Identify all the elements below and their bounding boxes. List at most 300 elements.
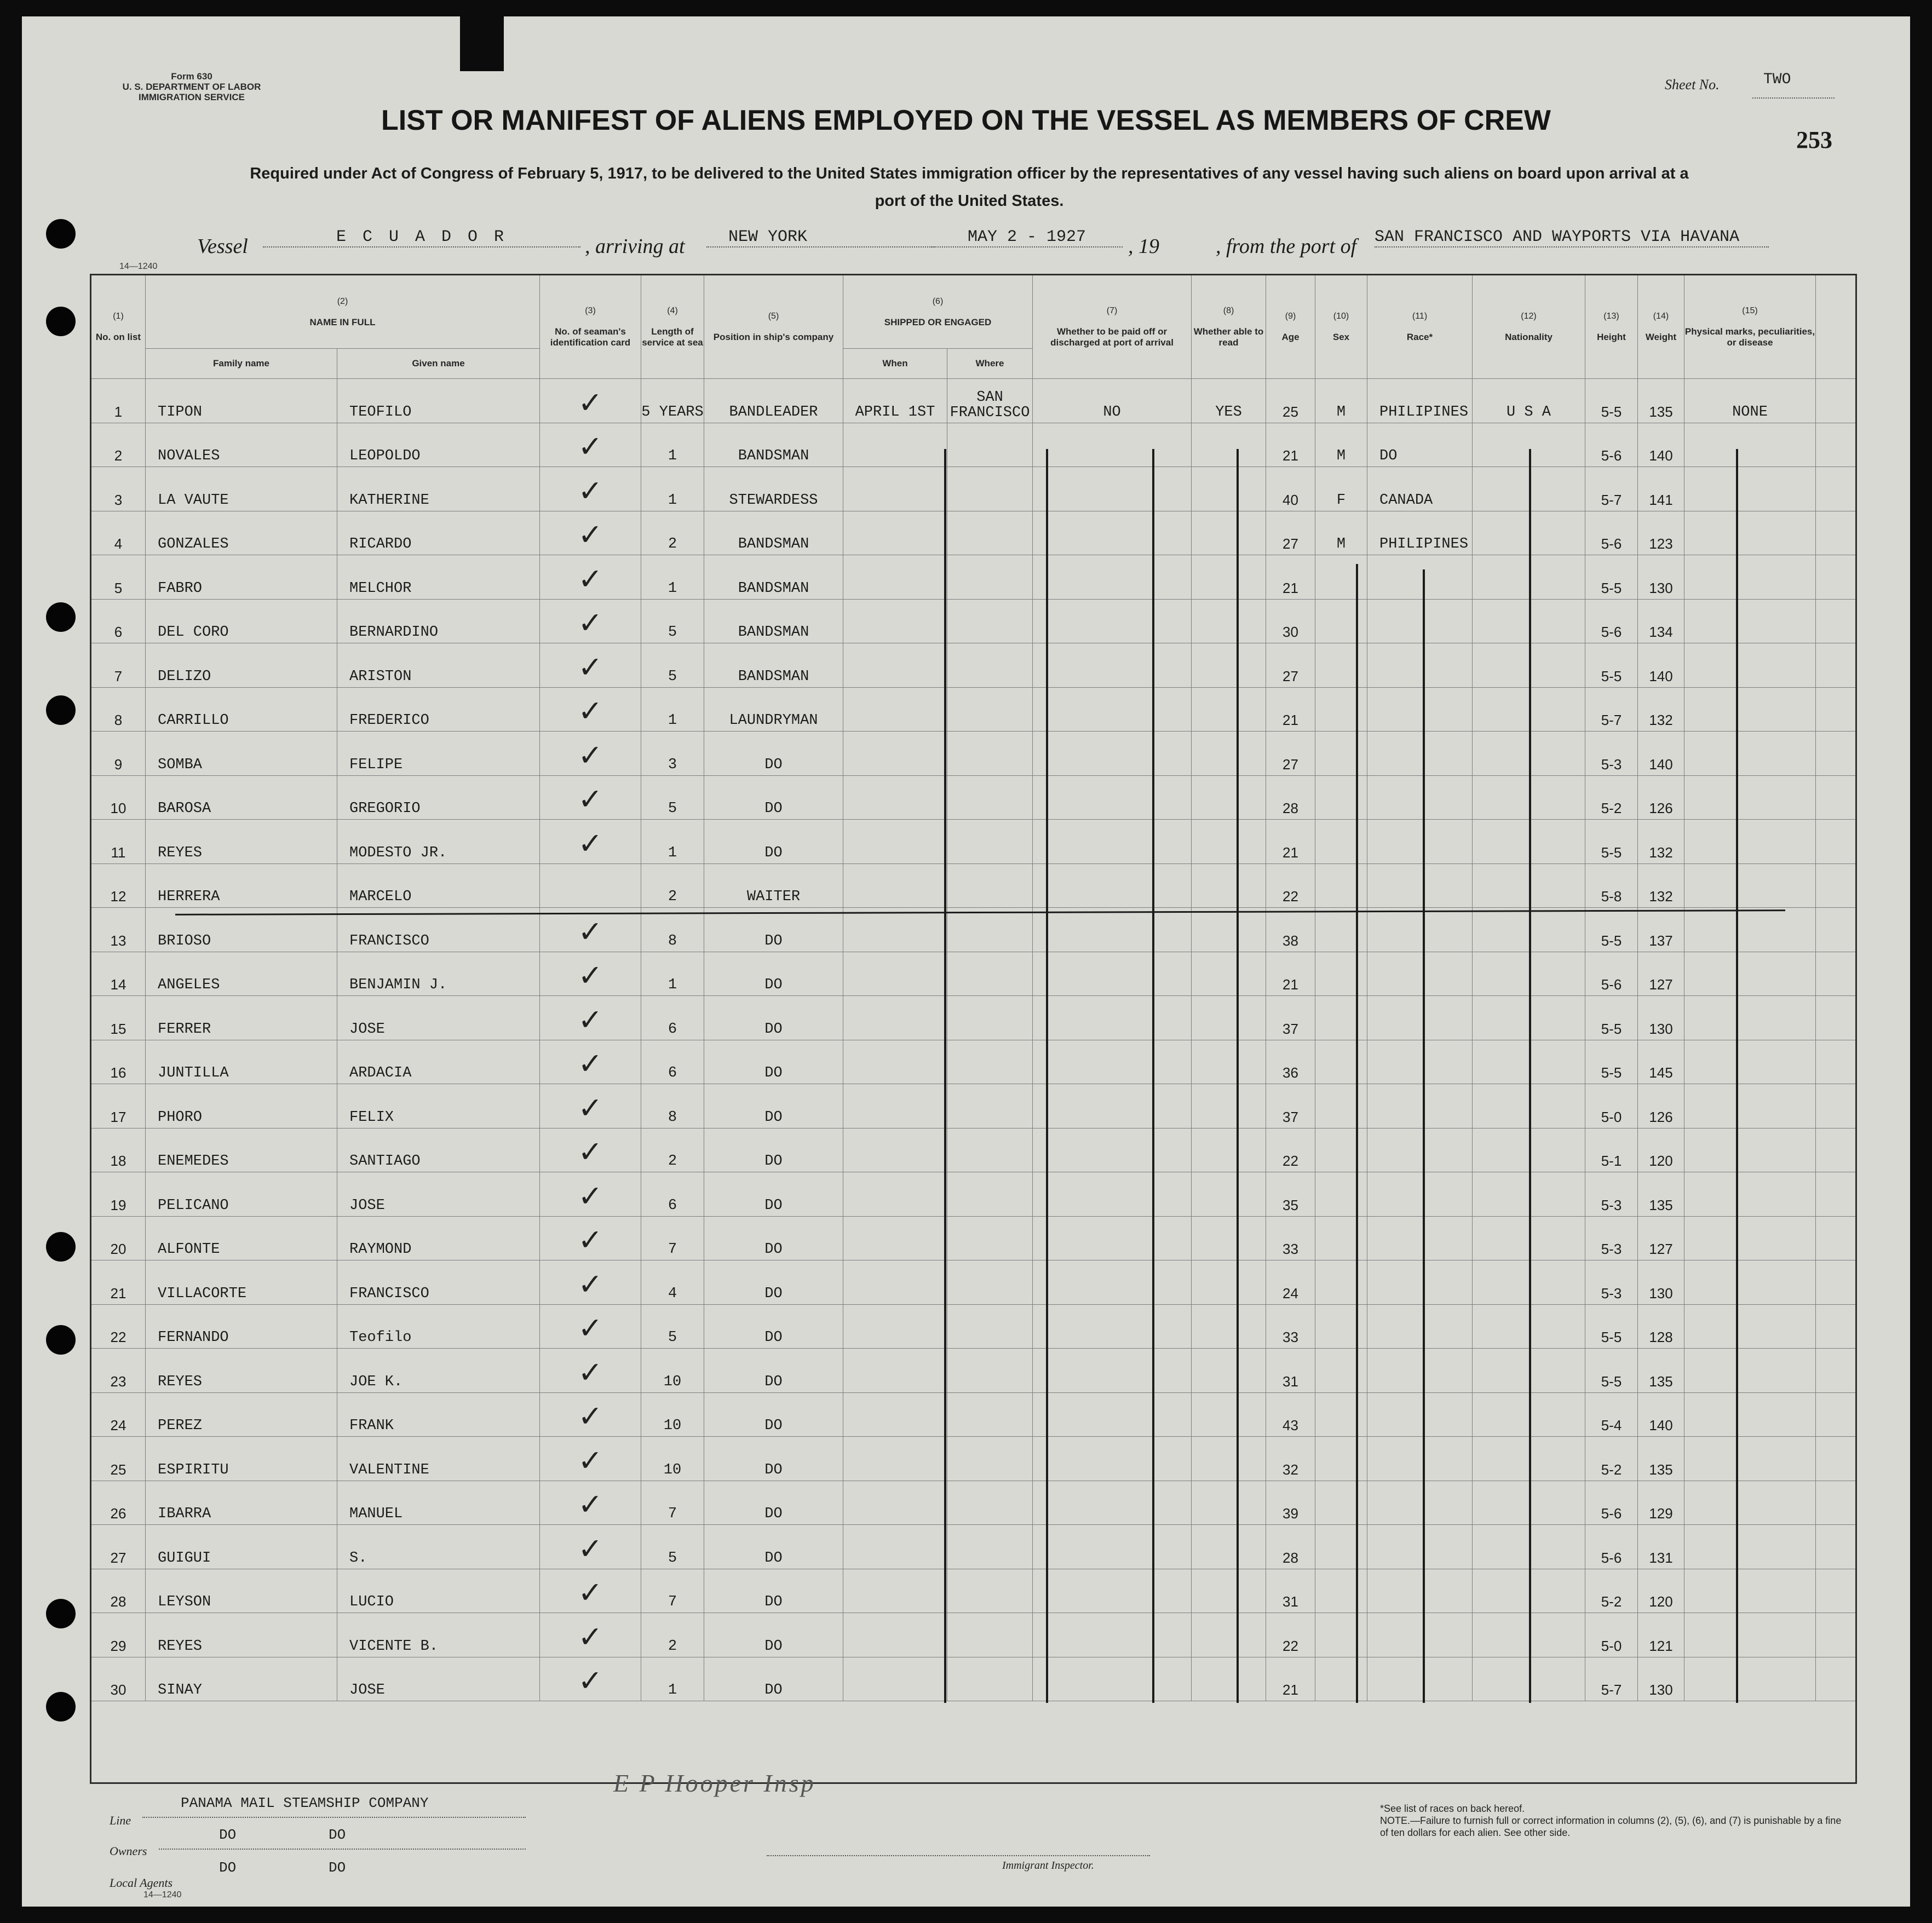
age <box>1266 643 1315 688</box>
sex <box>1315 1657 1367 1701</box>
length-of-service-value: 7 <box>668 1506 677 1522</box>
check-mark-icon: ✓ <box>578 473 603 508</box>
length-of-service <box>641 1128 704 1172</box>
weight-value: 121 <box>1649 1637 1673 1654</box>
given-name <box>337 863 540 908</box>
physical-marks <box>1684 379 1816 423</box>
able-to-read <box>1192 1569 1266 1613</box>
weight <box>1638 511 1684 555</box>
row-number <box>91 996 146 1040</box>
length-of-service-value: 7 <box>668 1594 677 1610</box>
race <box>1367 1569 1473 1613</box>
row-number <box>91 687 146 732</box>
sex <box>1315 1260 1367 1305</box>
family-name-value: GONZALES <box>158 536 229 552</box>
sex <box>1315 379 1367 423</box>
row-number-value: 15 <box>110 1020 127 1037</box>
row-number <box>91 1349 146 1393</box>
position <box>704 1349 843 1393</box>
sex <box>1315 467 1367 511</box>
family-name-value: REYES <box>158 1638 203 1655</box>
header-nationality: (12) Nationality <box>1473 275 1585 379</box>
row-number-value: 14 <box>110 976 127 993</box>
shipped-when <box>843 863 947 908</box>
physical-marks <box>1684 1392 1816 1437</box>
length-of-service <box>641 1392 704 1437</box>
height-value: 5-7 <box>1601 491 1622 508</box>
family-name <box>146 643 337 688</box>
weight-value: 127 <box>1649 1241 1673 1257</box>
family-name-value: LA VAUTE <box>158 492 229 509</box>
weight-value: 126 <box>1649 800 1673 816</box>
position <box>704 1437 843 1481</box>
able-to-read <box>1192 820 1266 864</box>
race <box>1367 1216 1473 1260</box>
from-port-label: , from the port of <box>1216 235 1357 258</box>
shipped-when <box>843 820 947 864</box>
blank-cell <box>1816 1349 1856 1393</box>
position-value: BANDSMAN <box>738 536 809 552</box>
paper-tab-cutout <box>460 16 504 71</box>
age-value: 33 <box>1283 1329 1298 1345</box>
length-of-service-value: 2 <box>668 1153 677 1170</box>
age <box>1266 1392 1315 1437</box>
weight-value: 145 <box>1649 1064 1673 1081</box>
age-value: 43 <box>1283 1417 1298 1433</box>
family-name-value: PHORO <box>158 1109 203 1126</box>
position-value: DO <box>764 1197 783 1214</box>
given-name-value: FREDERICO <box>349 712 429 729</box>
length-of-service <box>641 1260 704 1305</box>
height-value: 5-4 <box>1601 1417 1622 1433</box>
position <box>704 1613 843 1657</box>
shipped-where <box>947 1040 1033 1084</box>
family-name-value: SINAY <box>158 1682 203 1699</box>
row-number <box>91 1392 146 1437</box>
given-name-value: FRANK <box>349 1418 394 1434</box>
length-of-service-value: 6 <box>668 1021 677 1038</box>
row-number-value: 11 <box>111 844 126 861</box>
row-number <box>91 1569 146 1613</box>
age-value: 22 <box>1283 1153 1298 1169</box>
row-number <box>91 379 146 423</box>
row-number <box>91 467 146 511</box>
given-name-value: JOSE <box>349 1021 385 1038</box>
given-name <box>337 423 540 467</box>
header-sex: (10) Sex <box>1315 275 1367 379</box>
paid-off <box>1033 952 1192 996</box>
race <box>1367 1657 1473 1701</box>
given-name <box>337 820 540 864</box>
family-name-value: ESPIRITU <box>158 1461 229 1478</box>
paid-off <box>1033 1128 1192 1172</box>
race-value: CANADA <box>1379 492 1433 509</box>
sex <box>1315 863 1367 908</box>
position <box>704 820 843 864</box>
length-of-service-value: 1 <box>668 712 677 729</box>
family-name <box>146 775 337 820</box>
given-name-value: GREGORIO <box>349 801 421 817</box>
check-mark-icon: ✓ <box>578 1619 603 1654</box>
shipped-when <box>843 732 947 776</box>
race <box>1367 511 1473 555</box>
length-of-service <box>641 820 704 864</box>
paid-off-value: NO <box>1103 404 1121 421</box>
race <box>1367 863 1473 908</box>
length-of-service <box>641 1172 704 1217</box>
age <box>1266 1569 1315 1613</box>
length-of-service <box>641 996 704 1040</box>
position-value: DO <box>764 1285 783 1302</box>
blank-cell <box>1816 1216 1856 1260</box>
blank-cell <box>1816 1569 1856 1613</box>
family-name <box>146 863 337 908</box>
sex <box>1315 952 1367 996</box>
header-paid-off: (7) Whether to be paid off or discharged at port of arrival <box>1033 275 1192 379</box>
position-value: DO <box>764 1373 783 1390</box>
row-number <box>91 732 146 776</box>
check-mark-icon: ✓ <box>578 1135 603 1169</box>
shipped-where <box>947 555 1033 600</box>
able-to-read <box>1192 599 1266 643</box>
footer-line-label: Line <box>110 1813 131 1827</box>
height-value: 5-2 <box>1601 1461 1622 1478</box>
family-name-value: TIPON <box>158 404 203 421</box>
paid-off <box>1033 820 1192 864</box>
check-mark-icon: ✓ <box>578 694 603 728</box>
row-number <box>91 555 146 600</box>
height-value: 5-5 <box>1601 1329 1622 1345</box>
shipped-when-value: APRIL 1ST <box>855 404 935 421</box>
row-number-value: 18 <box>110 1153 127 1169</box>
position <box>704 1392 843 1437</box>
family-name-value: VILLACORTE <box>158 1285 247 1302</box>
race <box>1367 1040 1473 1084</box>
length-of-service-value: 10 <box>663 1418 682 1434</box>
row-number <box>91 1437 146 1481</box>
length-of-service-value: 2 <box>668 889 677 905</box>
length-of-service-value: 1 <box>668 1682 677 1699</box>
paid-off <box>1033 1525 1192 1569</box>
able-to-read <box>1192 1392 1266 1437</box>
sex <box>1315 1349 1367 1393</box>
length-of-service <box>641 599 704 643</box>
length-of-service <box>641 379 704 423</box>
shipped-when <box>843 1613 947 1657</box>
given-name <box>337 1481 540 1525</box>
footer-owners-value-2: DO <box>329 1827 346 1843</box>
row-number-value: 13 <box>110 932 127 949</box>
weight <box>1638 423 1684 467</box>
given-name-value: MARCELO <box>349 889 412 905</box>
age <box>1266 1128 1315 1172</box>
shipped-where <box>947 732 1033 776</box>
row-number <box>91 1304 146 1349</box>
table-row <box>91 1525 1856 1569</box>
year-label: , 19 <box>1128 235 1159 258</box>
check-mark-icon: ✓ <box>578 914 603 949</box>
ditto-line-sex <box>1356 564 1358 1703</box>
weight-value: 131 <box>1649 1549 1673 1566</box>
length-of-service <box>641 775 704 820</box>
height-value: 5-3 <box>1601 756 1622 773</box>
race-value: PHILIPINES <box>1379 404 1469 421</box>
age <box>1266 1349 1315 1393</box>
blank-cell <box>1816 952 1856 996</box>
check-mark-icon: ✓ <box>578 1663 603 1698</box>
height-value: 5-5 <box>1601 667 1622 684</box>
id-card-check <box>540 1084 641 1129</box>
paid-off <box>1033 1304 1192 1349</box>
paid-off <box>1033 511 1192 555</box>
footer-agents-label: Local Agents <box>110 1876 173 1890</box>
given-name-value: MODESTO JR. <box>349 844 447 861</box>
height-value: 5-5 <box>1601 579 1622 596</box>
shipped-where <box>947 1569 1033 1613</box>
subtitle-line-2: port of the United States. <box>875 192 1064 210</box>
age-value: 30 <box>1283 624 1298 640</box>
physical-marks <box>1684 1657 1816 1701</box>
binder-hole <box>46 1325 76 1355</box>
position-value: STEWARDESS <box>729 492 818 509</box>
sex <box>1315 1392 1367 1437</box>
weight-value: 127 <box>1649 976 1673 993</box>
footer-owners-label: Owners <box>110 1844 147 1858</box>
sex-value: M <box>1336 404 1346 421</box>
height <box>1585 1172 1638 1217</box>
age-value: 21 <box>1283 447 1298 464</box>
shipped-where <box>947 599 1033 643</box>
shipped-when <box>843 687 947 732</box>
family-name <box>146 1216 337 1260</box>
paid-off <box>1033 1569 1192 1613</box>
shipped-when <box>843 775 947 820</box>
row-number <box>91 643 146 688</box>
family-name-value: FERRER <box>158 1021 211 1038</box>
page-number: 253 <box>1796 126 1832 153</box>
weight-value: 132 <box>1649 888 1673 905</box>
length-of-service <box>641 687 704 732</box>
age <box>1266 1260 1315 1305</box>
paid-off <box>1033 1349 1192 1393</box>
position <box>704 423 843 467</box>
table-row <box>91 1128 1856 1172</box>
shipped-when <box>843 1172 947 1217</box>
check-mark-icon: ✓ <box>578 738 603 773</box>
able-to-read <box>1192 1481 1266 1525</box>
inspector-signature-rule <box>767 1855 1150 1856</box>
blank-cell <box>1816 1525 1856 1569</box>
age <box>1266 775 1315 820</box>
able-to-read <box>1192 952 1266 996</box>
table-row <box>91 1657 1856 1701</box>
length-of-service <box>641 952 704 996</box>
weight-value: 123 <box>1649 536 1673 552</box>
given-name-value: JOE K. <box>349 1373 403 1390</box>
family-name-value: NOVALES <box>158 448 220 464</box>
position <box>704 908 843 952</box>
height <box>1585 952 1638 996</box>
weight-value: 129 <box>1649 1505 1673 1522</box>
sex <box>1315 511 1367 555</box>
shipped-where <box>947 1613 1033 1657</box>
age <box>1266 996 1315 1040</box>
form-number: Form 630 <box>171 71 212 82</box>
length-of-service <box>641 1525 704 1569</box>
race <box>1367 599 1473 643</box>
family-name <box>146 1569 337 1613</box>
weight <box>1638 1128 1684 1172</box>
id-card-check <box>540 511 641 555</box>
sex <box>1315 996 1367 1040</box>
position-value: DO <box>764 1418 783 1434</box>
position-value: BANDLEADER <box>729 404 818 421</box>
able-to-read <box>1192 1437 1266 1481</box>
blank-cell <box>1816 775 1856 820</box>
blank-cell <box>1816 1040 1856 1084</box>
row-number <box>91 423 146 467</box>
sex <box>1315 643 1367 688</box>
row-number-value: 8 <box>114 712 123 728</box>
weight-value: 132 <box>1649 844 1673 861</box>
length-of-service <box>641 511 704 555</box>
table-row <box>91 996 1856 1040</box>
row-number-value: 20 <box>110 1241 127 1257</box>
paid-off <box>1033 775 1192 820</box>
age <box>1266 423 1315 467</box>
manifest-page <box>22 16 1910 1907</box>
row-number-value: 30 <box>110 1682 127 1698</box>
arriving-label: , arriving at <box>585 235 685 258</box>
row-number-value: 6 <box>114 624 123 640</box>
given-name <box>337 1613 540 1657</box>
age <box>1266 1481 1315 1525</box>
sheet-dotted-line <box>1752 97 1835 99</box>
family-name-value: LEYSON <box>158 1594 211 1610</box>
position <box>704 1260 843 1305</box>
sex <box>1315 687 1367 732</box>
blank-cell <box>1816 687 1856 732</box>
arrival-date: MAY 2 - 1927 <box>931 228 1123 247</box>
physical-marks <box>1684 1172 1816 1217</box>
paid-off <box>1033 467 1192 511</box>
weight <box>1638 1437 1684 1481</box>
footer-stock-code: 14—1240 <box>143 1890 182 1899</box>
race <box>1367 820 1473 864</box>
sex <box>1315 1040 1367 1084</box>
check-mark-icon: ✓ <box>578 1487 603 1522</box>
height <box>1585 1392 1638 1437</box>
shipped-where <box>947 511 1033 555</box>
age-value: 27 <box>1283 667 1298 684</box>
paid-off <box>1033 996 1192 1040</box>
family-name-value: CARRILLO <box>158 712 229 729</box>
able-to-read <box>1192 687 1266 732</box>
row-number-value: 25 <box>110 1461 127 1478</box>
weight-value: 137 <box>1649 932 1673 949</box>
family-name <box>146 511 337 555</box>
table-row <box>91 1349 1856 1393</box>
id-card-check <box>540 599 641 643</box>
length-of-service <box>641 1481 704 1525</box>
age-value: 21 <box>1283 712 1298 728</box>
given-name <box>337 1084 540 1129</box>
given-name-value: MANUEL <box>349 1506 403 1522</box>
shipped-where <box>947 423 1033 467</box>
blank-cell <box>1816 1437 1856 1481</box>
length-of-service-value: 8 <box>668 1109 677 1126</box>
able-to-read <box>1192 1304 1266 1349</box>
weight <box>1638 1349 1684 1393</box>
position <box>704 687 843 732</box>
row-number-value: 21 <box>110 1285 127 1302</box>
family-name <box>146 1437 337 1481</box>
given-name <box>337 732 540 776</box>
shipped-when <box>843 1481 947 1525</box>
able-to-read <box>1192 555 1266 600</box>
height-value: 5-5 <box>1601 844 1622 861</box>
weight <box>1638 1569 1684 1613</box>
position-value: BANDSMAN <box>738 668 809 685</box>
subtitle-line-1: Required under Act of Congress of February 5, 1917, to be delivered to the United States immigration officer by the representatives of any vessel having such aliens on board upon arrival at a <box>250 165 1689 182</box>
table-row <box>91 1613 1856 1657</box>
row-number <box>91 511 146 555</box>
vessel-label: Vessel <box>197 235 248 258</box>
id-card-check <box>540 1657 641 1701</box>
length-of-service-value: 3 <box>668 756 677 773</box>
given-name <box>337 643 540 688</box>
family-name-value: GUIGUI <box>158 1550 211 1567</box>
shipped-when <box>843 996 947 1040</box>
shipped-when <box>843 1260 947 1305</box>
height-value: 5-7 <box>1601 1682 1622 1698</box>
family-name <box>146 1172 337 1217</box>
sheet-label: Sheet No. <box>1665 77 1720 93</box>
row-number <box>91 863 146 908</box>
race <box>1367 1084 1473 1129</box>
physical-marks <box>1684 996 1816 1040</box>
check-mark-icon: ✓ <box>578 1266 603 1302</box>
sex <box>1315 1481 1367 1525</box>
length-of-service-value: 5 <box>668 1329 677 1346</box>
height-value: 5-2 <box>1601 1593 1622 1610</box>
weight <box>1638 820 1684 864</box>
given-name <box>337 1172 540 1217</box>
position-value: DO <box>764 932 783 949</box>
age-value: 33 <box>1283 1241 1298 1257</box>
shipped-where <box>947 1437 1033 1481</box>
check-mark-icon: ✓ <box>578 517 603 552</box>
given-name-value: ARISTON <box>349 668 412 685</box>
id-card-check <box>540 643 641 688</box>
given-name <box>337 952 540 996</box>
position <box>704 775 843 820</box>
length-of-service-value: 10 <box>663 1461 682 1478</box>
age-value: 28 <box>1283 1549 1298 1566</box>
length-of-service <box>641 1304 704 1349</box>
given-name <box>337 1260 540 1305</box>
row-number-value: 27 <box>110 1549 127 1566</box>
race <box>1367 775 1473 820</box>
position <box>704 643 843 688</box>
footer-notes <box>1380 1803 1851 1839</box>
given-name <box>337 379 540 423</box>
row-number <box>91 1172 146 1217</box>
height-value: 5-5 <box>1601 1064 1622 1081</box>
check-mark-icon: ✓ <box>578 1575 603 1610</box>
height <box>1585 643 1638 688</box>
race <box>1367 467 1473 511</box>
